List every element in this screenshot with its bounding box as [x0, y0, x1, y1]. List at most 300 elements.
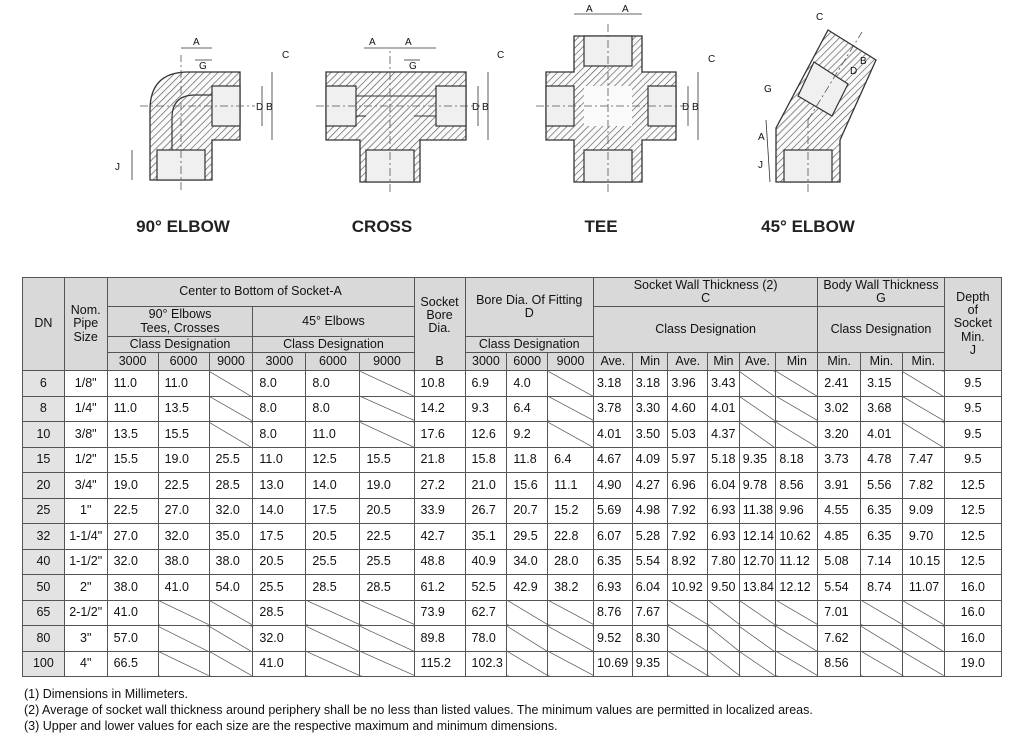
value-cell: 40.9: [465, 549, 507, 575]
pipe-size-cell: 2": [64, 575, 107, 601]
value-cell: 6.93: [593, 575, 632, 601]
hdr-class-bore: Class Designation: [465, 337, 593, 353]
not-applicable-cell: [902, 371, 944, 397]
value-cell: 9.50: [708, 575, 740, 601]
value-cell: 9.35: [739, 447, 776, 473]
value-cell: 5.54: [632, 549, 668, 575]
not-applicable-cell: [548, 422, 594, 448]
hdr-c6000: 6000: [507, 353, 548, 371]
not-applicable-cell: [902, 422, 944, 448]
value-cell: 7.47: [902, 447, 944, 473]
value-cell: 3.15: [861, 371, 903, 397]
value-cell: 12.14: [739, 524, 776, 550]
not-applicable-cell: [739, 651, 776, 677]
value-cell: 12.70: [739, 549, 776, 575]
depth-cell: 16.0: [944, 626, 1001, 652]
dn-cell: 32: [23, 524, 65, 550]
hdr-min-dot: Min.: [861, 353, 903, 371]
depth-cell: 19.0: [944, 651, 1001, 677]
value-cell: 38.0: [107, 575, 158, 601]
depth-cell: 12.5: [944, 473, 1001, 499]
value-cell: 26.7: [465, 498, 507, 524]
depth-cell: 12.5: [944, 498, 1001, 524]
pipe-size-cell: 1-1/2": [64, 549, 107, 575]
value-cell: 20.5: [306, 524, 360, 550]
value-cell: 17.5: [306, 498, 360, 524]
value-cell: 38.0: [158, 549, 209, 575]
dn-cell: 10: [23, 422, 65, 448]
value-cell: 3.91: [818, 473, 861, 499]
value-cell: 4.85: [818, 524, 861, 550]
value-cell: 13.5: [107, 422, 158, 448]
table-row: [23, 524, 1002, 550]
dn-cell: 40: [23, 549, 65, 575]
value-cell: 4.0: [507, 371, 548, 397]
cross-dim-g: G: [409, 61, 417, 72]
depth-cell: 9.5: [944, 371, 1001, 397]
value-cell: 6.35: [593, 549, 632, 575]
tee-dim-d: D: [682, 102, 690, 113]
not-applicable-cell: [668, 600, 708, 626]
value-cell: 35.0: [209, 524, 253, 550]
value-cell: 17.5: [253, 524, 306, 550]
value-cell: 22.8: [548, 524, 594, 550]
hdr-socket-bore: Socket Bore Dia.: [414, 278, 465, 353]
note-3: (3) Upper and lower values for each size are the respective maximum and minimum dimensions.: [24, 719, 558, 733]
value-cell: 35.1: [465, 524, 507, 550]
value-cell: 4.27: [632, 473, 668, 499]
hdr-min-dot: Min.: [902, 353, 944, 371]
hdr-min-dot: Min.: [818, 353, 861, 371]
value-cell: 5.97: [668, 447, 708, 473]
elbow90-dim-b: B: [266, 102, 273, 113]
hdr-bore-dia: Bore Dia. Of Fitting D: [465, 278, 593, 337]
value-cell: 5.08: [818, 549, 861, 575]
not-applicable-cell: [776, 422, 818, 448]
pipe-size-cell: 2-1/2": [64, 600, 107, 626]
hdr-dn: DN: [23, 278, 65, 371]
value-cell: 4.01: [861, 422, 903, 448]
value-cell: 19.0: [107, 473, 158, 499]
value-cell: 13.0: [253, 473, 306, 499]
hdr-c6000: 6000: [158, 353, 209, 371]
value-cell: 62.7: [465, 600, 507, 626]
value-cell: 7.92: [668, 524, 708, 550]
hdr-socket-bore-letter: B: [414, 353, 465, 371]
dn-cell: 100: [23, 651, 65, 677]
not-applicable-cell: [902, 600, 944, 626]
notes: [24, 686, 813, 734]
value-cell: 32.0: [107, 549, 158, 575]
value-cell: 3.30: [632, 396, 668, 422]
value-cell: 32.0: [209, 498, 253, 524]
value-cell: 28.5: [306, 575, 360, 601]
not-applicable-cell: [158, 626, 209, 652]
value-cell: 27.0: [158, 498, 209, 524]
not-applicable-cell: [158, 600, 209, 626]
value-cell: 5.28: [632, 524, 668, 550]
hdr-c9000: 9000: [548, 353, 594, 371]
not-applicable-cell: [861, 600, 903, 626]
not-applicable-cell: [902, 651, 944, 677]
value-cell: 4.60: [668, 396, 708, 422]
value-cell: 20.5: [360, 498, 414, 524]
dn-cell: 80: [23, 626, 65, 652]
value-cell: 12.6: [465, 422, 507, 448]
value-cell: 9.35: [632, 651, 668, 677]
not-applicable-cell: [360, 371, 414, 397]
value-cell: 7.01: [818, 600, 861, 626]
value-cell: 6.93: [708, 524, 740, 550]
value-cell: 8.76: [593, 600, 632, 626]
fitting-drawings: [0, 0, 1024, 270]
value-cell: 38.0: [209, 549, 253, 575]
value-cell: 15.6: [507, 473, 548, 499]
value-cell: 14.0: [253, 498, 306, 524]
value-cell: 11.1: [548, 473, 594, 499]
value-cell: 3.18: [632, 371, 668, 397]
value-cell: 7.92: [668, 498, 708, 524]
value-cell: 6.35: [861, 524, 903, 550]
value-cell: 42.9: [507, 575, 548, 601]
value-cell: 29.5: [507, 524, 548, 550]
elbow-45-drawing: [758, 12, 876, 192]
value-cell: 7.14: [861, 549, 903, 575]
hdr-c3000: 3000: [107, 353, 158, 371]
value-cell: 10.92: [668, 575, 708, 601]
value-cell: 54.0: [209, 575, 253, 601]
depth-cell: 9.5: [944, 396, 1001, 422]
not-applicable-cell: [668, 626, 708, 652]
value-cell: 13.84: [739, 575, 776, 601]
value-cell: 4.78: [861, 447, 903, 473]
value-cell: 66.5: [107, 651, 158, 677]
value-cell: 28.5: [253, 600, 306, 626]
value-cell: 32.0: [158, 524, 209, 550]
value-cell: 57.0: [107, 626, 158, 652]
note-2: (2) Average of socket wall thickness around periphery shall be no less than listed values. The minimum values are permitted in localized areas.: [24, 703, 813, 717]
value-cell: 102.3: [465, 651, 507, 677]
pipe-size-cell: 3": [64, 626, 107, 652]
not-applicable-cell: [548, 600, 594, 626]
table-row: [23, 422, 1002, 448]
pipe-size-cell: 3/8": [64, 422, 107, 448]
value-cell: 6.35: [861, 498, 903, 524]
value-cell: 6.04: [632, 575, 668, 601]
value-cell: 4.01: [708, 396, 740, 422]
table-row: [23, 600, 1002, 626]
value-cell: 6.93: [708, 498, 740, 524]
hdr-c9000: 9000: [209, 353, 253, 371]
value-cell: 20.7: [507, 498, 548, 524]
not-applicable-cell: [861, 651, 903, 677]
value-cell: 8.0: [253, 422, 306, 448]
value-cell: 8.0: [253, 371, 306, 397]
value-cell: 8.0: [306, 396, 360, 422]
value-cell: 9.96: [776, 498, 818, 524]
hdr-elbows-45: 45° Elbows: [253, 307, 414, 337]
value-cell: 11.38: [739, 498, 776, 524]
hdr-ave: Ave.: [668, 353, 708, 371]
value-cell: 10.15: [902, 549, 944, 575]
tee-dim-a2: A: [622, 4, 629, 15]
pipe-size-cell: 1/2": [64, 447, 107, 473]
hdr-ave: Ave.: [593, 353, 632, 371]
dn-cell: 65: [23, 600, 65, 626]
cross-dim-c: C: [497, 50, 505, 61]
value-cell: 33.9: [414, 498, 465, 524]
value-cell: 28.0: [548, 549, 594, 575]
value-cell: 5.03: [668, 422, 708, 448]
value-cell: 38.2: [548, 575, 594, 601]
pipe-size-cell: 1-1/4": [64, 524, 107, 550]
value-cell: 20.5: [253, 549, 306, 575]
value-cell: 9.3: [465, 396, 507, 422]
value-cell: 11.12: [776, 549, 818, 575]
value-cell: 27.2: [414, 473, 465, 499]
value-cell: 8.56: [776, 473, 818, 499]
hdr-c9000: 9000: [360, 353, 414, 371]
not-applicable-cell: [739, 396, 776, 422]
hdr-class-45: Class Designation: [253, 337, 414, 353]
not-applicable-cell: [861, 626, 903, 652]
dn-cell: 6: [23, 371, 65, 397]
table-row: [23, 549, 1002, 575]
value-cell: 28.5: [360, 575, 414, 601]
elbow90-dim-d: D: [256, 102, 264, 113]
value-cell: 7.62: [818, 626, 861, 652]
value-cell: 42.7: [414, 524, 465, 550]
value-cell: 10.8: [414, 371, 465, 397]
value-cell: 61.2: [414, 575, 465, 601]
not-applicable-cell: [507, 626, 548, 652]
cross-dim-b: B: [482, 102, 489, 113]
dn-cell: 25: [23, 498, 65, 524]
cross-dim-a2: A: [405, 37, 412, 48]
hdr-c3000: 3000: [253, 353, 306, 371]
value-cell: 17.6: [414, 422, 465, 448]
elbow90-dim-j: J: [115, 162, 120, 173]
value-cell: 73.9: [414, 600, 465, 626]
value-cell: 4.37: [708, 422, 740, 448]
hdr-min: Min: [708, 353, 740, 371]
value-cell: 8.74: [861, 575, 903, 601]
not-applicable-cell: [668, 651, 708, 677]
not-applicable-cell: [708, 651, 740, 677]
value-cell: 48.8: [414, 549, 465, 575]
value-cell: 10.69: [593, 651, 632, 677]
not-applicable-cell: [548, 651, 594, 677]
depth-cell: 9.5: [944, 447, 1001, 473]
not-applicable-cell: [209, 422, 253, 448]
value-cell: 6.04: [708, 473, 740, 499]
value-cell: 11.07: [902, 575, 944, 601]
not-applicable-cell: [158, 651, 209, 677]
hdr-min: Min: [776, 353, 818, 371]
not-applicable-cell: [360, 422, 414, 448]
elbow90-dim-a: A: [193, 37, 200, 48]
not-applicable-cell: [739, 600, 776, 626]
dn-cell: 50: [23, 575, 65, 601]
value-cell: 15.2: [548, 498, 594, 524]
value-cell: 11.0: [107, 371, 158, 397]
not-applicable-cell: [507, 651, 548, 677]
value-cell: 2.41: [818, 371, 861, 397]
table-row: [23, 371, 1002, 397]
hdr-depth: Depth of Socket Min. J: [944, 278, 1001, 371]
value-cell: 11.0: [107, 396, 158, 422]
table-row: [23, 447, 1002, 473]
value-cell: 3.50: [632, 422, 668, 448]
hdr-class-90: Class Designation: [107, 337, 253, 353]
value-cell: 25.5: [306, 549, 360, 575]
value-cell: 8.0: [306, 371, 360, 397]
elbow45-dim-b: B: [860, 56, 867, 67]
pipe-size-cell: 1": [64, 498, 107, 524]
value-cell: 78.0: [465, 626, 507, 652]
value-cell: 34.0: [507, 549, 548, 575]
value-cell: 8.92: [668, 549, 708, 575]
not-applicable-cell: [209, 371, 253, 397]
not-applicable-cell: [360, 396, 414, 422]
value-cell: 5.54: [818, 575, 861, 601]
table-row: [23, 473, 1002, 499]
value-cell: 6.4: [507, 396, 548, 422]
value-cell: 7.82: [902, 473, 944, 499]
value-cell: 8.18: [776, 447, 818, 473]
value-cell: 52.5: [465, 575, 507, 601]
cross-dim-a1: A: [369, 37, 376, 48]
not-applicable-cell: [360, 600, 414, 626]
depth-cell: 16.0: [944, 575, 1001, 601]
not-applicable-cell: [360, 651, 414, 677]
not-applicable-cell: [902, 626, 944, 652]
value-cell: 9.09: [902, 498, 944, 524]
not-applicable-cell: [776, 651, 818, 677]
table-row: [23, 651, 1002, 677]
table-row: [23, 498, 1002, 524]
value-cell: 27.0: [107, 524, 158, 550]
hdr-min: Min: [632, 353, 668, 371]
value-cell: 3.96: [668, 371, 708, 397]
value-cell: 12.5: [306, 447, 360, 473]
value-cell: 15.5: [360, 447, 414, 473]
cross-drawing: [316, 37, 504, 192]
value-cell: 6.4: [548, 447, 594, 473]
pipe-size-cell: 3/4": [64, 473, 107, 499]
value-cell: 21.0: [465, 473, 507, 499]
hdr-nom-pipe-size: Nom. Pipe Size: [64, 278, 107, 371]
value-cell: 19.0: [158, 447, 209, 473]
not-applicable-cell: [548, 626, 594, 652]
elbow45-dim-g: G: [764, 84, 772, 95]
value-cell: 15.5: [107, 447, 158, 473]
not-applicable-cell: [209, 396, 253, 422]
value-cell: 115.2: [414, 651, 465, 677]
not-applicable-cell: [776, 396, 818, 422]
elbow45-dim-j: J: [758, 160, 763, 171]
value-cell: 4.90: [593, 473, 632, 499]
value-cell: 21.8: [414, 447, 465, 473]
value-cell: 8.0: [253, 396, 306, 422]
not-applicable-cell: [776, 371, 818, 397]
value-cell: 25.5: [253, 575, 306, 601]
table-body: [23, 371, 1002, 677]
elbow45-dim-d: D: [850, 66, 858, 77]
value-cell: 4.09: [632, 447, 668, 473]
hdr-ave: Ave.: [739, 353, 776, 371]
hdr-elbows-90: 90° Elbows Tees, Crosses: [107, 307, 253, 337]
cross-dim-d: D: [472, 102, 480, 113]
not-applicable-cell: [306, 651, 360, 677]
value-cell: 89.8: [414, 626, 465, 652]
label-cross: CROSS: [351, 217, 413, 236]
value-cell: 6.9: [465, 371, 507, 397]
depth-cell: 9.5: [944, 422, 1001, 448]
not-applicable-cell: [306, 600, 360, 626]
table-row: [23, 396, 1002, 422]
value-cell: 9.2: [507, 422, 548, 448]
label-90-elbow: 90° ELBOW: [136, 217, 230, 236]
not-applicable-cell: [739, 626, 776, 652]
value-cell: 14.0: [306, 473, 360, 499]
value-cell: 41.0: [107, 600, 158, 626]
pipe-size-cell: 1/4": [64, 396, 107, 422]
value-cell: 22.5: [360, 524, 414, 550]
value-cell: 10.62: [776, 524, 818, 550]
tee-dim-b: B: [692, 102, 699, 113]
value-cell: 13.5: [158, 396, 209, 422]
value-cell: 4.67: [593, 447, 632, 473]
value-cell: 3.73: [818, 447, 861, 473]
table-row: [23, 626, 1002, 652]
hdr-c3000: 3000: [465, 353, 507, 371]
depth-cell: 12.5: [944, 524, 1001, 550]
not-applicable-cell: [548, 396, 594, 422]
tee-drawing: [536, 4, 715, 192]
pipe-size-cell: 1/8": [64, 371, 107, 397]
value-cell: 7.80: [708, 549, 740, 575]
value-cell: 11.0: [253, 447, 306, 473]
value-cell: 4.98: [632, 498, 668, 524]
not-applicable-cell: [739, 422, 776, 448]
not-applicable-cell: [306, 626, 360, 652]
not-applicable-cell: [708, 600, 740, 626]
value-cell: 14.2: [414, 396, 465, 422]
value-cell: 5.69: [593, 498, 632, 524]
not-applicable-cell: [776, 626, 818, 652]
not-applicable-cell: [548, 371, 594, 397]
value-cell: 19.0: [360, 473, 414, 499]
value-cell: 9.70: [902, 524, 944, 550]
value-cell: 11.8: [507, 447, 548, 473]
value-cell: 3.18: [593, 371, 632, 397]
value-cell: 5.56: [861, 473, 903, 499]
value-cell: 22.5: [107, 498, 158, 524]
value-cell: 3.20: [818, 422, 861, 448]
value-cell: 12.12: [776, 575, 818, 601]
value-cell: 7.67: [632, 600, 668, 626]
value-cell: 15.5: [158, 422, 209, 448]
value-cell: 5.18: [708, 447, 740, 473]
not-applicable-cell: [739, 371, 776, 397]
depth-cell: 12.5: [944, 549, 1001, 575]
value-cell: 25.5: [360, 549, 414, 575]
depth-cell: 16.0: [944, 600, 1001, 626]
not-applicable-cell: [360, 626, 414, 652]
not-applicable-cell: [209, 626, 253, 652]
elbow90-dim-g: G: [199, 61, 207, 72]
